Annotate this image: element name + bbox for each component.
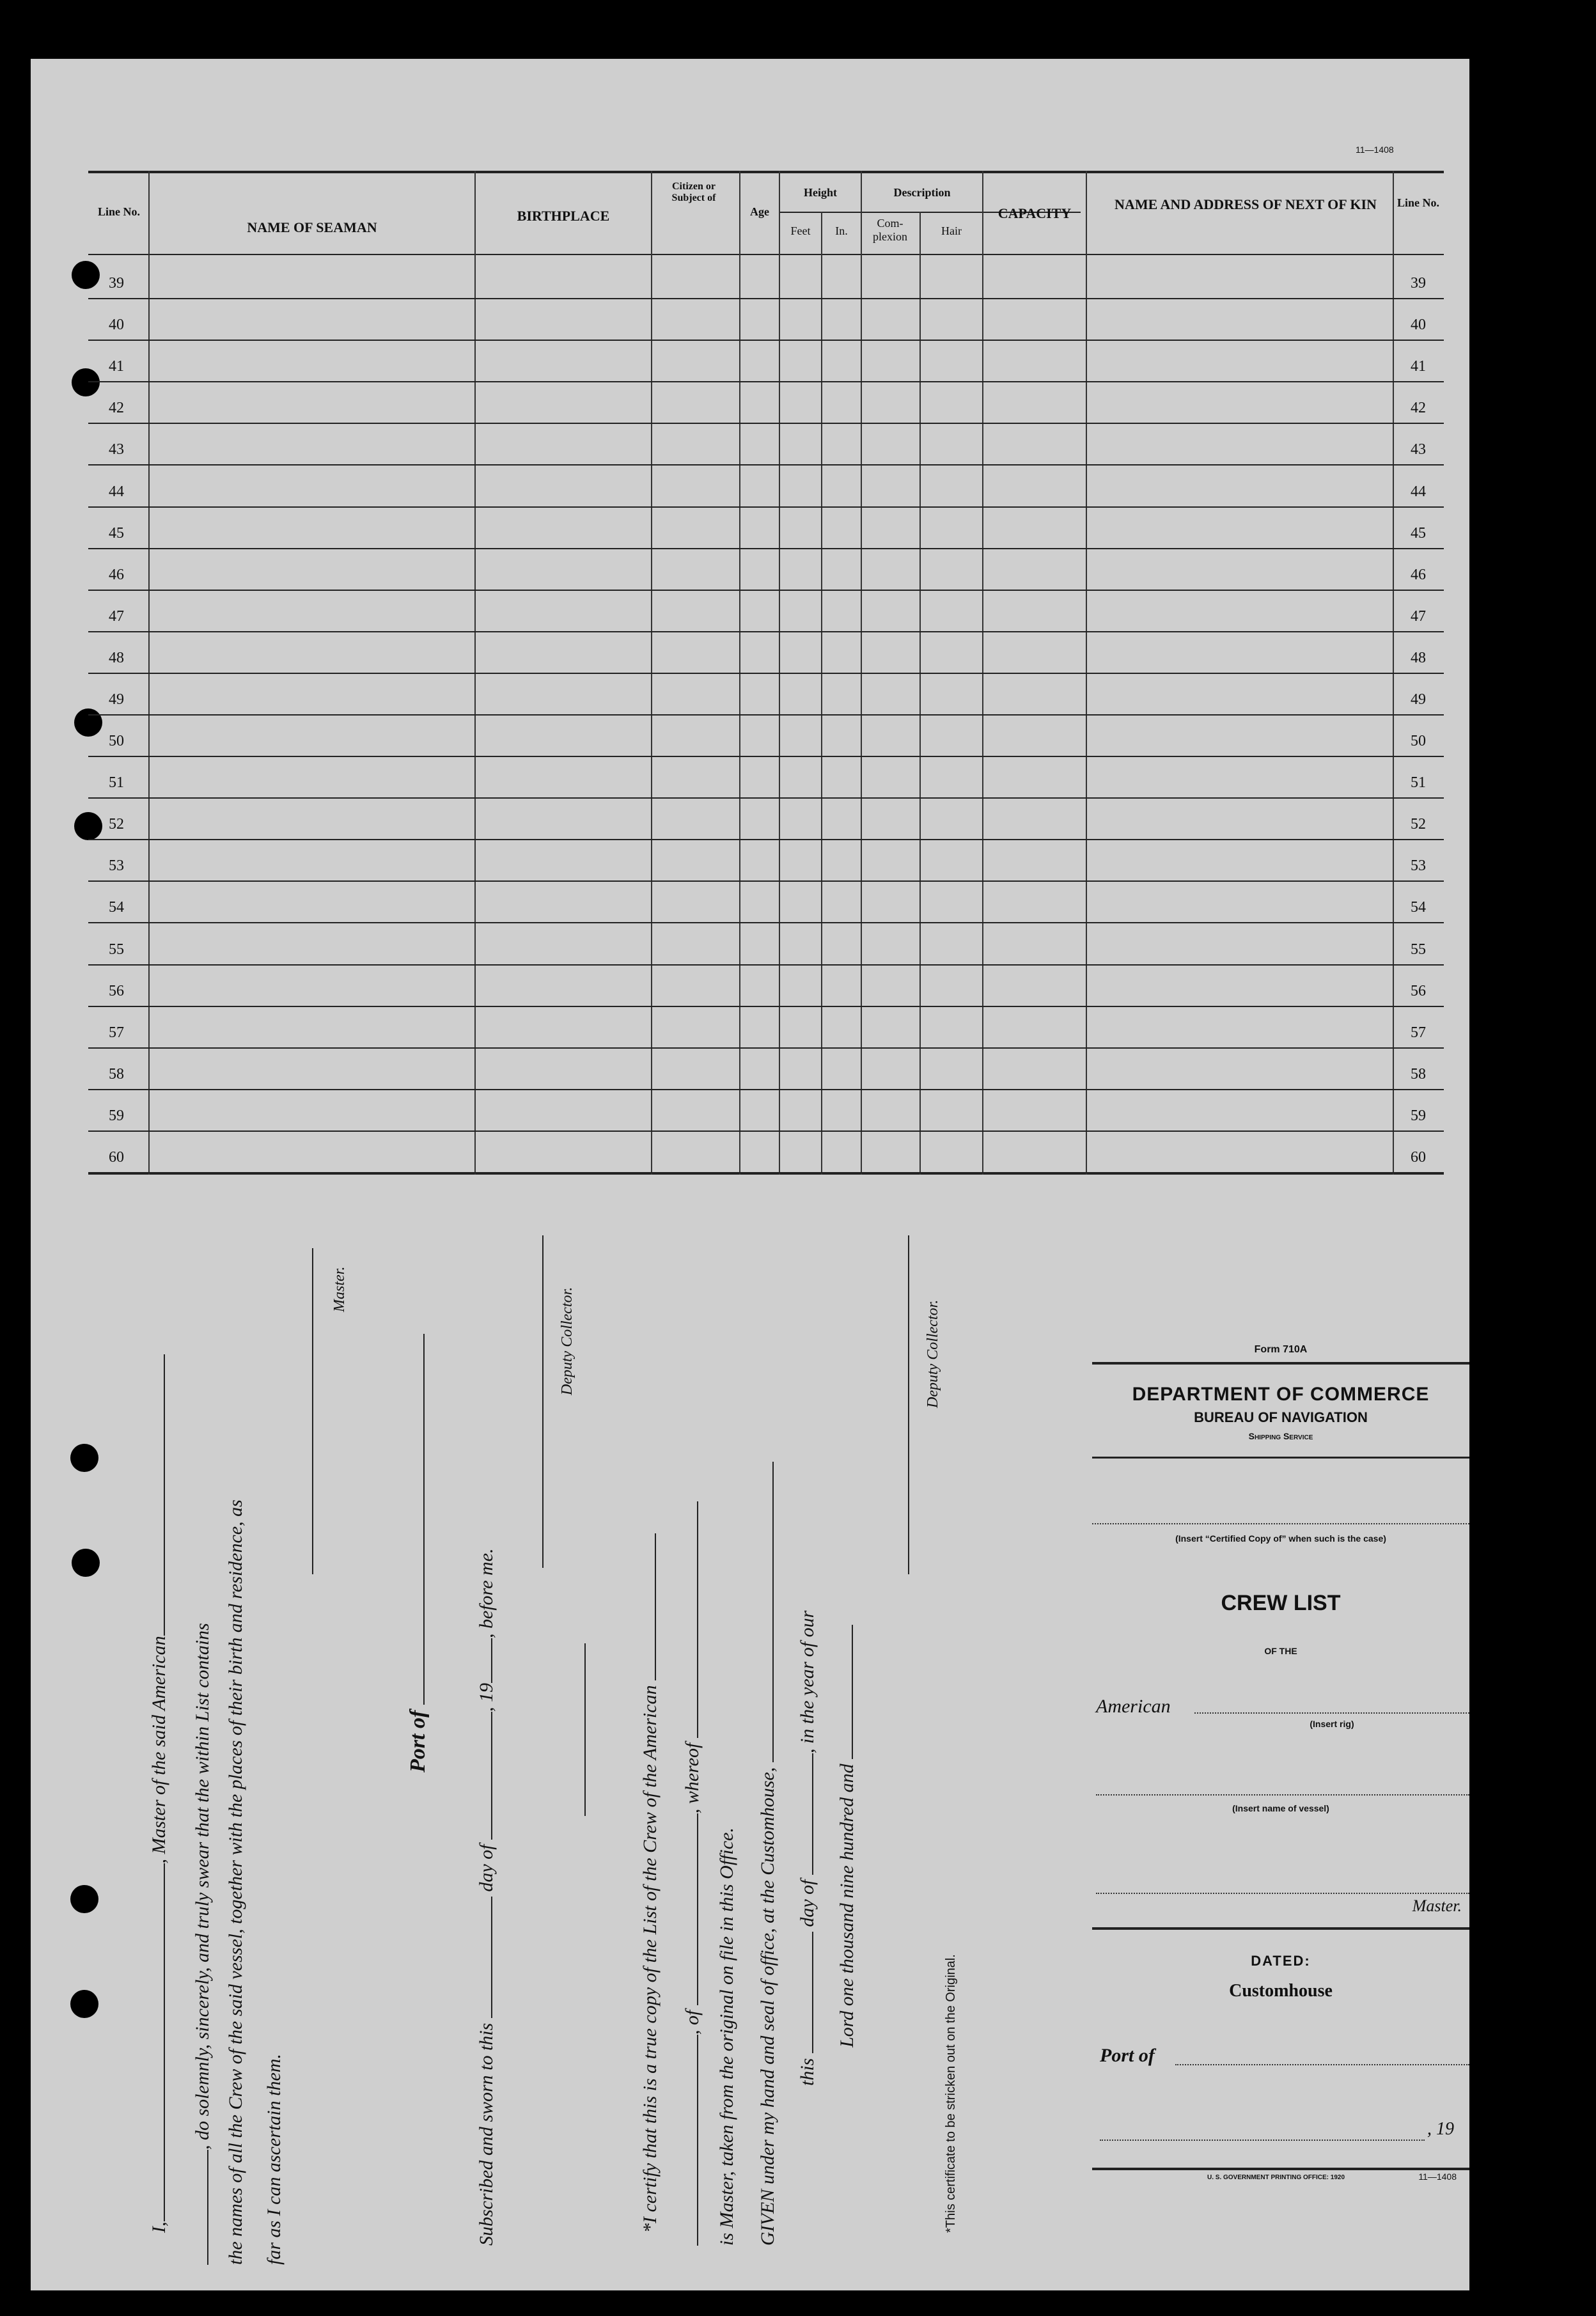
certificate-footnote: *This certificate to be stricken out on the Original. [944,1954,958,2233]
bureau-title: BUREAU OF NAVIGATION [1194,1409,1368,1425]
row-number-right: 41 [1411,358,1426,375]
deputy-collector-label-1: Deputy Collector. [559,1287,575,1395]
table-row[interactable] [88,1089,1444,1090]
subscribed-line [472,1548,497,2246]
row-number-right: 55 [1411,941,1426,958]
header-next-of-kin: NAME AND ADDRESS OF NEXT OF KIN [1115,196,1377,212]
subscribed-month-blank[interactable] [472,1712,492,1840]
cover-year-label: , 19 [1427,2119,1454,2139]
deputy-collector-label-2: Deputy Collector. [925,1299,941,1408]
row-number-left: 44 [109,483,124,500]
row-number-right: 49 [1411,691,1426,708]
binder-hole [70,1990,98,2018]
table-row[interactable] [88,714,1444,716]
col-rule [919,212,921,1175]
cover-port-field[interactable] [1175,2064,1469,2065]
header-height: Height [804,186,837,199]
header-line-no-right: Line No. [1396,196,1439,209]
dated-label: DATED: [1251,1953,1311,1969]
given-line [753,1462,779,2246]
subscribed-before-me: , before me. [476,1548,497,1638]
cover-bottom-rule [1092,2168,1469,2170]
row-number-right: 53 [1411,857,1426,875]
customhouse-label: Customhouse [1229,1981,1333,2001]
divider-rule [584,1643,586,1816]
cover-date-field[interactable] [1100,2140,1425,2141]
printing-office-note: U. S. GOVERNMENT PRINTING OFFICE: 1920 [1207,2174,1345,2181]
table-row[interactable] [88,839,1444,840]
row-number-right: 59 [1411,1107,1426,1124]
deputy-signature-line-2[interactable] [908,1235,909,1574]
certify-whereof: , whereof [682,1742,703,1814]
certify-master-line: is Master, taken from the original on file in this Office. [716,1827,737,2246]
row-number-left: 55 [109,941,124,958]
vessel-name-field[interactable] [1096,1794,1469,1796]
row-number-left: 52 [109,816,124,833]
row-number-right: 44 [1411,483,1426,500]
table-row[interactable] [88,298,1444,299]
service-title: Shipping Service [1248,1431,1313,1441]
lord-text: Lord one thousand nine hundred and [836,1764,857,2047]
row-number-right: 58 [1411,1065,1426,1083]
row-number-right: 46 [1411,566,1426,583]
certify-rig-blank[interactable] [678,2035,698,2246]
row-number-right: 51 [1411,774,1426,792]
header-citizen: Citizen or Subject of [671,181,716,204]
cover-port-of-label: Port of [1100,2045,1155,2066]
row-number-left: 50 [109,733,124,750]
certify-line [636,1533,661,2233]
table-row[interactable] [88,464,1444,466]
row-number-left: 53 [109,857,124,875]
oath-line-2 [188,1623,214,2265]
cover-rule-2 [1092,1457,1469,1459]
crew-list-sheet [31,59,1469,2290]
subscribed-day-blank[interactable] [472,1897,492,2018]
row-number-left: 48 [109,649,124,666]
master-signature-line[interactable] [312,1248,313,1574]
cover-master-label: Master. [1412,1897,1462,1915]
lord-year-blank[interactable] [833,1625,853,1759]
oath-line-4: far as I can ascertain them. [263,2054,285,2265]
binder-hole [70,1444,98,1472]
row-number-left: 54 [109,899,124,916]
cover-top-rule [1092,1362,1469,1365]
table-row[interactable] [88,964,1444,966]
subscribed-year: , 19 [476,1682,497,1712]
master-field[interactable] [1096,1893,1469,1894]
header-capacity: CAPACITY [997,205,1072,221]
row-number-right: 50 [1411,733,1426,750]
row-number-left: 60 [109,1149,124,1166]
row-number-left: 58 [109,1065,124,1083]
insert-vessel-note: (Insert name of vessel) [1232,1803,1329,1813]
header-feet: Feet [790,224,811,237]
certify-of: , of [682,2010,703,2035]
row-number-left: 59 [109,1107,124,1124]
row-number-right: 42 [1411,400,1426,417]
binder-hole [70,1885,98,1913]
certify-port-blank[interactable] [678,1813,698,2005]
table-row[interactable] [88,631,1444,632]
master-signature-label: Master. [331,1266,348,1312]
header-inches: In. [835,224,848,237]
table-row[interactable] [88,548,1444,549]
name-continued-blank[interactable] [188,2150,208,2265]
deputy-signature-line-1[interactable] [542,1235,544,1568]
oath-master-of: , Master of the said American [148,1636,169,1864]
given-text: GIVEN under my hand and seal of office, at the Customhouse, [757,1767,778,2246]
given-port-blank[interactable] [753,1462,774,1762]
oath-i-label: I, [148,2221,169,2233]
certified-note: (Insert “Certified Copy of” when such is the case) [1175,1533,1386,1544]
header-age: Age [750,205,769,218]
row-number-left: 40 [109,317,124,334]
subscribed-day-of: day of [476,1844,497,1892]
header-hair: Hair [941,224,962,237]
table-row[interactable] [88,340,1444,341]
row-number-left: 46 [109,566,124,583]
this-month-blank[interactable] [793,1753,813,1875]
insert-rig-note: (Insert rig) [1310,1719,1354,1729]
this-day-blank[interactable] [793,1932,813,2053]
certify-master-blank[interactable] [678,1501,698,1738]
row-number-right: 60 [1411,1149,1426,1166]
table-row[interactable] [88,1006,1444,1007]
row-number-left: 49 [109,691,124,708]
table-row[interactable] [88,1047,1444,1049]
row-number-left: 39 [109,275,124,292]
american-label: American [1096,1696,1171,1717]
table-row[interactable] [88,590,1444,591]
rig-field[interactable] [1194,1712,1469,1714]
table-row[interactable] [88,922,1444,923]
table-row[interactable] [88,797,1444,799]
port-of-line [402,1334,430,1772]
oath-line-3: the names of all the Crew of the said vessel, together with the places of their birth and residence, as [225,1499,246,2265]
table-top-rule [88,171,1444,173]
crew-table [88,171,1444,1175]
header-complexion: Com-plexion [873,217,907,243]
row-number-left: 45 [109,524,124,542]
form-number: Form 710A [1254,1344,1308,1355]
row-number-right: 48 [1411,649,1426,666]
header-description: Description [893,186,951,199]
row-number-right: 56 [1411,982,1426,999]
row-number-left: 43 [109,441,124,458]
table-row[interactable] [88,673,1444,674]
oath-swear-text: , do solemnly, sincerely, and truly swear that the within List contains [192,1623,213,2150]
vessel-blank[interactable] [145,1354,165,1636]
of-the-label: OF THE [1264,1646,1297,1656]
binder-hole [72,1549,100,1577]
row-number-right: 40 [1411,317,1426,334]
in-the-year: , in the year of our [797,1610,818,1753]
table-row[interactable] [88,756,1444,757]
certify-of-line [678,1501,703,2246]
table-row[interactable] [88,381,1444,382]
row-number-left: 57 [109,1024,124,1041]
port-blank[interactable] [402,1334,425,1705]
certify-vessel-blank[interactable] [636,1533,656,1680]
this-day-of: day of [797,1879,818,1927]
row-number-left: 56 [109,982,124,999]
col-rule [821,212,822,1175]
row-number-left: 51 [109,774,124,792]
header-bottom-rule [88,254,1444,255]
subscribed-year-blank[interactable] [472,1638,492,1683]
this-label: this [797,2058,818,2086]
certify-text: *I certify that this is a true copy of the List of the Crew of the American [639,1685,661,2233]
department-title: DEPARTMENT OF COMMERCE [1132,1384,1430,1405]
master-name-blank[interactable] [145,1864,165,2222]
header-birthplace: BIRTHPLACE [517,208,610,224]
row-number-right: 45 [1411,524,1426,542]
row-number-right: 39 [1411,275,1426,292]
row-number-left: 47 [109,607,124,625]
table-row[interactable] [88,880,1444,882]
row-number-left: 41 [109,358,124,375]
row-number-left: 42 [109,400,124,417]
row-number-right: 54 [1411,899,1426,916]
table-row[interactable] [88,1131,1444,1132]
row-number-right: 52 [1411,816,1426,833]
table-row[interactable] [88,1172,1444,1173]
certified-copy-field[interactable] [1092,1523,1469,1524]
lord-line [833,1625,858,2047]
subscribed-label: Subscribed and sworn to this [476,2023,497,2246]
this-day-line [793,1611,818,2086]
form-code-top: 11—1408 [1356,145,1394,155]
port-of-label: Port of [406,1710,430,1772]
cover-rule-3 [1092,1927,1469,1930]
header-name-of-seaman: NAME OF SEAMAN [247,219,377,235]
table-row[interactable] [88,506,1444,508]
row-number-right: 57 [1411,1024,1426,1041]
back-cover [1092,1344,1469,2188]
header-line-no: Line No. [97,205,140,218]
row-number-right: 47 [1411,607,1426,625]
cover-form-code: 11—1408 [1418,2171,1457,2182]
table-row[interactable] [88,423,1444,424]
row-number-right: 43 [1411,441,1426,458]
oath-line-1 [145,1354,170,2233]
crew-list-title: CREW LIST [1221,1591,1341,1615]
